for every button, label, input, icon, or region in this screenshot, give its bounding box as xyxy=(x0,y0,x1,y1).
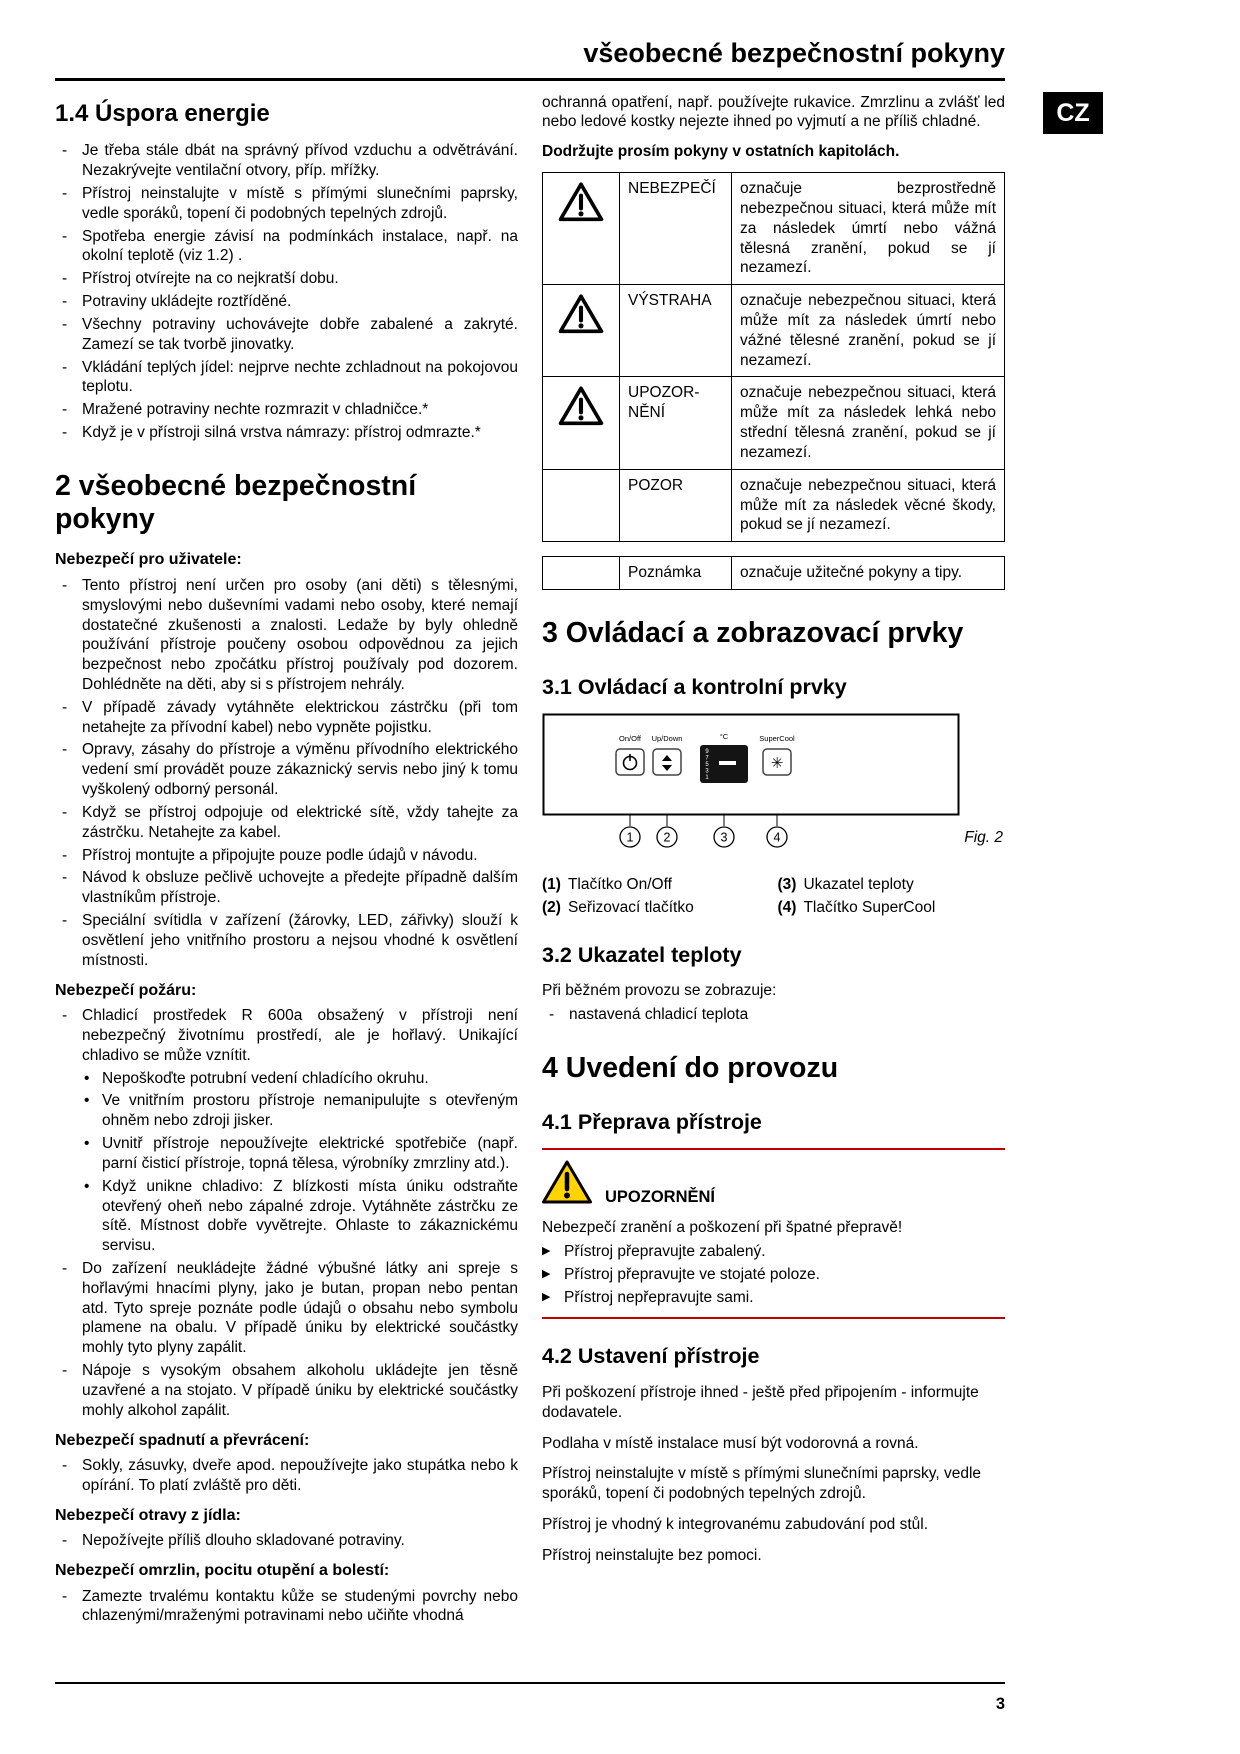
signal-word-table xyxy=(542,172,1005,542)
empty-icon-cell xyxy=(543,470,619,541)
legend-item xyxy=(542,898,770,918)
sub-list-item: • Když unikne chladivo: Z blízkosti místa úniku odstraňte otevřený oheň nebo zápalné zdroje. Vytáhněte zástrčku ze sítě. Místnost dobře vyvětrejte. Ohlaste to zákaznickému servisu. xyxy=(82,1177,518,1256)
list-item: - Sokly, zásuvky, dveře apod. nepoužívejte jako stupátka nebo k opírání. To platí zvláště pro děti. xyxy=(55,1456,518,1496)
language-badge: CZ xyxy=(1043,92,1103,134)
warning-triangle-icon xyxy=(543,285,619,376)
signal-word-description: označuje bezprostředně nebezpečnou situaci, která může mít za následek úmrtí nebo vážná tělesná zranění, pokud se jí nezamezí. xyxy=(731,173,1004,284)
danger-subheading-user: Nebezpečí pro uživatele: xyxy=(55,551,242,569)
display-scale-digit: 7 xyxy=(705,755,709,762)
list-item: - Do zařízení neukládejte žádné výbušné látky ani spreje s hořlavými hnacími plyny, jako je butan, propan nebo pentan atd. Tyto spreje poznáte podle údajů o obsahu nebo symbolu plamene na obalu. V případě úniku by elektrické součástky mohly tyto plyny zapálit. xyxy=(55,1259,518,1358)
list-item: - Spotřeba energie závisí na podmínkách instalace, např. na okolní teplotě (viz 1.2) . xyxy=(55,227,518,267)
note-table xyxy=(542,556,1005,590)
paragraph: Podlaha v místě instalace musí být vodorovná a rovná. xyxy=(542,1434,919,1452)
callout-3 xyxy=(714,827,734,847)
warning-triangle-yellow-icon xyxy=(542,1160,592,1210)
callout-number: 2 xyxy=(663,830,671,845)
continued-paragraph: ochranná opatření, např. používejte rukavice. Zmrzlinu a zvlášť led nebo ledové kostky nejezte ihned po vyjmutí a ne příliš chladné. xyxy=(542,93,1005,131)
left-column xyxy=(55,93,518,1630)
signal-word: POZOR xyxy=(619,470,731,541)
page-title: všeobecné bezpečnostní pokyny xyxy=(583,38,1005,68)
legend-item xyxy=(542,875,770,895)
legend-number: (2) xyxy=(542,899,561,917)
paragraph: Při poškození přístroje ihned - ještě před připojením - informujte dodavatele. xyxy=(542,1383,979,1421)
section-heading-control-elements: 3.1 Ovládací a kontrolní prvky xyxy=(542,674,847,699)
display-segment xyxy=(719,761,736,765)
display-scale-digit: 9 xyxy=(705,749,709,756)
list-item: - Přístroj otvírejte na co nejkratší dobu. xyxy=(55,269,518,289)
chapter-heading-startup: 4 Uvedení do provozu xyxy=(542,1052,839,1085)
display-unit-label: °C xyxy=(719,732,729,742)
chapter-heading-safety: 2 všeobecné bezpečnostní pokyny xyxy=(55,469,417,535)
paragraph: Přístroj neinstalujte bez pomoci. xyxy=(542,1546,762,1564)
control-panel-drawing xyxy=(542,713,1005,865)
list-item: - Zamezte trvalému kontaktu kůže se studenými povrchy nebo chlazenými/mraženými potravinami nebo učiňte vhodná xyxy=(55,1587,518,1627)
callout-4 xyxy=(767,827,787,847)
callout-2 xyxy=(657,827,677,847)
list-item: - Potraviny ukládejte roztříděné. xyxy=(55,292,518,312)
signal-word: NEBEZPEČÍ xyxy=(619,173,731,284)
figure-caption: Fig. 2 xyxy=(964,829,1003,847)
warning-signal-word: UPOZORNĚNÍ xyxy=(605,1188,716,1207)
signal-word-description: označuje nebezpečnou situaci, která může mít za následek lehká nebo střední tělesná zranění, pokud se jí nezamezí. xyxy=(731,377,1004,468)
danger-subheading-fall: Nebezpečí spadnutí a převrácení: xyxy=(55,1431,310,1449)
list-item: - Vkládání teplých jídel: nejprve nechte zchladnout na pokojovou teplotu. xyxy=(55,358,518,398)
warning-header xyxy=(542,1160,1005,1210)
table-row xyxy=(543,469,1004,541)
signal-word: VÝSTRAHA xyxy=(619,285,731,376)
note-description: označuje užitečné pokyny a tipy. xyxy=(731,557,1004,589)
manual-page xyxy=(55,36,1005,1629)
legend-number: (4) xyxy=(777,899,797,917)
instruction-step: ▶ Přístroj přepravujte ve stojaté poloze. xyxy=(542,1265,1005,1285)
list-item: - Chladicí prostředek R 600a obsažený v přístroji není nebezpečný životnímu prostředí, ale je hořlavý. Unikající chladivo se může vznítit. xyxy=(55,1006,518,1065)
note-word: Poznámka xyxy=(619,557,731,589)
list-item: - nastavená chladicí teplota xyxy=(542,1005,1005,1025)
instruction-step: ▶ Přístroj přepravujte zabalený. xyxy=(542,1242,1005,1262)
list-item: - Tento přístroj není určen pro osoby (ani děti) s tělesnými, smyslovými nebo duševními vadami nebo osoby, které nemají dostatečné zkušenosti a znalosti. Ledaže by byly ohledně používání přístroje poučeny osobou odpovědnou za jejich bezpečnost nebo zpočátku přístroj používaly pod dozorem. Dohlédněte na děti, aby si s přístrojem nehrály. xyxy=(55,576,518,695)
list-item: - Mražené potraviny nechte rozmrazit v chladničce.* xyxy=(55,400,518,420)
display-scale-digit: 5 xyxy=(705,762,709,769)
signal-word-description: označuje nebezpečnou situaci, která může mít za následek věcné škody, pokud se jí nezamezí. xyxy=(731,470,1004,541)
red-divider xyxy=(542,1148,1005,1150)
updown-button-label: Up/Down xyxy=(651,734,683,744)
legend-label: Tlačítko On/Off xyxy=(567,876,672,894)
callout-1 xyxy=(620,827,640,847)
list-item: - V případě závady vytáhněte elektrickou zástrčku (při tom netahejte za přívodní kabel) nebo vypněte pojistku. xyxy=(55,698,518,738)
list-item: - Přístroj neinstalujte v místě s přímými slunečními paprsky, vedle sporáků, topení či podobných tepelných zdrojů. xyxy=(55,184,518,224)
list-item: - Je třeba stále dbát na správný přívod vzduchu a odvětrávání. Nezakrývejte ventilační otvory, příp. mřížky. xyxy=(55,141,518,181)
panel-outline xyxy=(544,715,959,815)
page-header xyxy=(55,36,1005,81)
section-heading-setup: 4.2 Ustavení přístroje xyxy=(542,1344,760,1369)
instruction-step: ▶ Přístroj nepřepravujte sami. xyxy=(542,1288,1005,1308)
section-energy-saving xyxy=(55,99,518,443)
page-footer xyxy=(55,1682,1005,1715)
table-row xyxy=(543,284,1004,376)
display-scale-digit: 3 xyxy=(705,768,709,775)
list-item: - Všechny potraviny uchovávejte dobře zabalené a zakryté. Zamezí se tak tvorbě jinovatky. xyxy=(55,315,518,355)
snowflake-icon: ✳ xyxy=(770,755,784,773)
list-item: - Nápoje s vysokým obsahem alkoholu ukládejte jen těsně uzavřené a na stojato. V případě úniku by elektrické součástky mohly alkohol zapálit. xyxy=(55,1361,518,1420)
red-divider xyxy=(542,1317,1005,1319)
signal-word-description: označuje nebezpečnou situaci, která může mít za následek úmrtí nebo vážné tělesné zranění, pokud se jí nezamezí. xyxy=(731,285,1004,376)
signal-word: UPOZOR-NĚNÍ xyxy=(619,377,731,468)
sub-list-item: • Nepoškoďte potrubní vedení chladícího okruhu. xyxy=(82,1069,518,1089)
legend-label: Tlačítko SuperCool xyxy=(803,899,936,917)
page-number: 3 xyxy=(995,1695,1005,1713)
list-item: - Přístroj montujte a připojujte pouze podle údajů v návodu. xyxy=(55,846,518,866)
right-column xyxy=(542,93,1005,1577)
figure-legend xyxy=(542,875,1005,918)
warning-text: Nebezpečí zranění a poškození při špatné přepravě! xyxy=(542,1219,903,1237)
legend-label: Ukazatel teploty xyxy=(803,876,914,894)
chapter-heading-controls: 3 Ovládací a zobrazovací prvky xyxy=(542,617,964,650)
callout-number: 1 xyxy=(626,830,634,845)
list-item: - Když se přístroj odpojuje od elektrické sítě, vždy tahejte za zástrčku. Netahejte za kabel. xyxy=(55,803,518,843)
legend-item xyxy=(778,898,1006,918)
list-item: - Opravy, zásahy do přístroje a výměnu přívodního elektrického vedení smí provádět pouze zákaznický servis nebo jiný k tomu vyškolený odborný personál. xyxy=(55,740,518,799)
section-heading-transport: 4.1 Přeprava přístroje xyxy=(542,1109,762,1134)
callout-number: 4 xyxy=(773,830,781,845)
section-heading-energy: 1.4 Úspora energie xyxy=(55,99,270,127)
temperature-display-text: Při běžném provozu se zobrazuje: xyxy=(542,982,777,1000)
table-row xyxy=(543,557,1004,589)
danger-subheading-frost: Nebezpečí omrzlin, pocitu otupění a bolestí: xyxy=(55,1562,390,1580)
empty-icon-cell xyxy=(543,557,619,589)
list-item: - Když je v přístroji silná vrstva námrazy: přístroj odmrazte.* xyxy=(55,423,518,443)
table-row xyxy=(543,376,1004,468)
legend-label: Seřizovací tlačítko xyxy=(567,899,694,917)
danger-subheading-food: Nebezpečí otravy z jídla: xyxy=(55,1506,241,1524)
sub-list-item: • Uvnitř přístroje nepoužívejte elektrické spotřebiče (např. parní čisticí přístroje, topná tělesa, výrobníky zmrzliny atd.). xyxy=(82,1134,518,1174)
list-item: - Nepožívejte příliš dlouho skladované potraviny. xyxy=(55,1531,518,1551)
danger-subheading-fire: Nebezpečí požáru: xyxy=(55,981,197,999)
table-row xyxy=(543,173,1004,284)
control-panel-figure xyxy=(542,713,1005,871)
legend-number: (3) xyxy=(777,876,797,894)
chapters-note: Dodržujte prosím pokyny v ostatních kapitolách. xyxy=(542,143,900,161)
callout-number: 3 xyxy=(720,830,728,845)
sub-list-item: • Ve vnitřním prostoru přístroje nemanipulujte s otevřeným ohněm nebo zdroji jisker. xyxy=(82,1091,518,1131)
section-heading-temperature-display: 3.2 Ukazatel teploty xyxy=(542,942,742,967)
paragraph: Přístroj neinstalujte v místě s přímými slunečními paprsky, vedle sporáků, topení či podobných tepelných zdrojů. xyxy=(542,1465,982,1503)
warning-triangle-icon xyxy=(543,173,619,284)
temperature-display xyxy=(700,745,748,783)
list-item: - Speciální svítidla v zařízení (žárovky, LED, zářivky) slouží k osvětlení jeho vnitřního prostoru a nejsou vhodné k osvětlení místnosti. xyxy=(55,911,518,970)
legend-number: (1) xyxy=(542,876,561,894)
onoff-button-label: On/Off xyxy=(619,734,641,744)
legend-item xyxy=(778,875,1006,895)
list-item: - Návod k obsluze pečlivě uchovejte a předejte případně dalším vlastníkům přístroje. xyxy=(55,868,518,908)
paragraph: Přístroj je vhodný k integrovanému zabudování pod stůl. xyxy=(542,1516,929,1534)
warning-triangle-icon xyxy=(543,377,619,468)
callout-leader-lines xyxy=(630,815,777,826)
supercool-button-label: SuperCool xyxy=(759,734,795,744)
two-column-layout xyxy=(55,93,1005,1630)
section-general-safety xyxy=(55,470,518,1626)
display-scale-digit: 1 xyxy=(705,775,709,782)
